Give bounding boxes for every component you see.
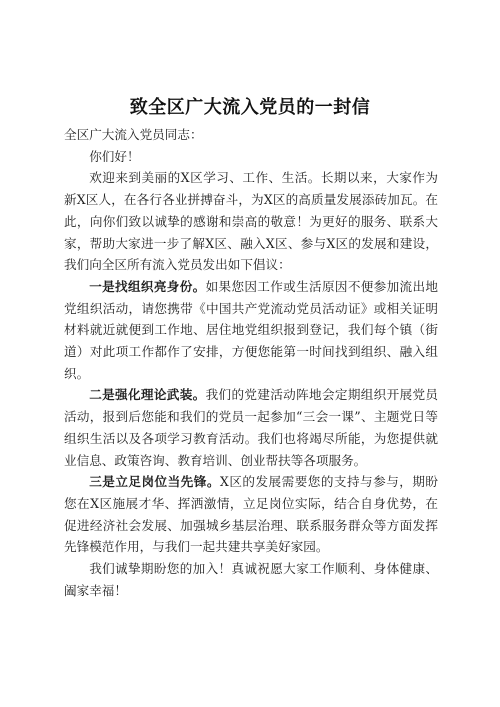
point-lead-3: 三是立足岗位当先锋。 [89,474,220,490]
point-text-3: X区的发展需要您的支持与参与，期盼您在X区施展才华、挥洒激情，立足岗位实际，结合自身优势，在促进经济社会发展、加强城乡基层治理、联系服务群众等方面发挥先锋模范作用，与我们一起共建共享美好家园。 [64,474,439,555]
point-lead-1: 一是找组织亮身份。 [89,278,206,294]
point-paragraph-3 [64,471,438,558]
point-paragraph-2 [64,384,438,471]
letter-body [64,124,438,601]
greeting: 你们好！ [89,148,140,164]
point-text-2: 我们的党建活动阵地会定期组织开展党员活动，报到后您能和我们的党员一起参加“三会一课”、主题党日等组织生活以及各项学习教育活动。我们也将竭尽所能，为您提供就业信息、政策咨询、教育培训、创业帮扶等各项服务。 [64,387,439,468]
point-paragraph-1 [64,276,438,385]
closing-paragraph: 我们诚挚期盼您的加入！真诚祝愿大家工作顺利、身体健康、阖家幸福！ [64,561,438,598]
intro-paragraph: 欢迎来到美丽的X区学习、工作、生活。长期以来，大家作为新X区人，在各行各业拼搏奋斗，为X区的高质量发展添砖加瓦。在此，向你们致以诚挚的感谢和崇高的敬意！为更好的服务、联系大家，帮助大家进一步了解X区、融入X区、参与X区的发展和建设，我们向全区所有流入党员发出如下倡议： [64,170,438,273]
document-title: 致全区广大流入党员的一封信 [129,97,371,118]
point-text-1: 如果您因工作或生活原因不便参加流出地党组织活动，请您携带《中国共产党流动党员活动证》或相关证明材料就近就便到工作地、居住地党组织报到登记，我们每个镇（街道）对此项工作都作了安排，方便您能第一时间找到组织、融入组织。 [64,278,439,381]
point-lead-2: 二是强化理论武装。 [89,387,206,403]
salutation: 全区广大流入党员同志： [64,127,203,142]
